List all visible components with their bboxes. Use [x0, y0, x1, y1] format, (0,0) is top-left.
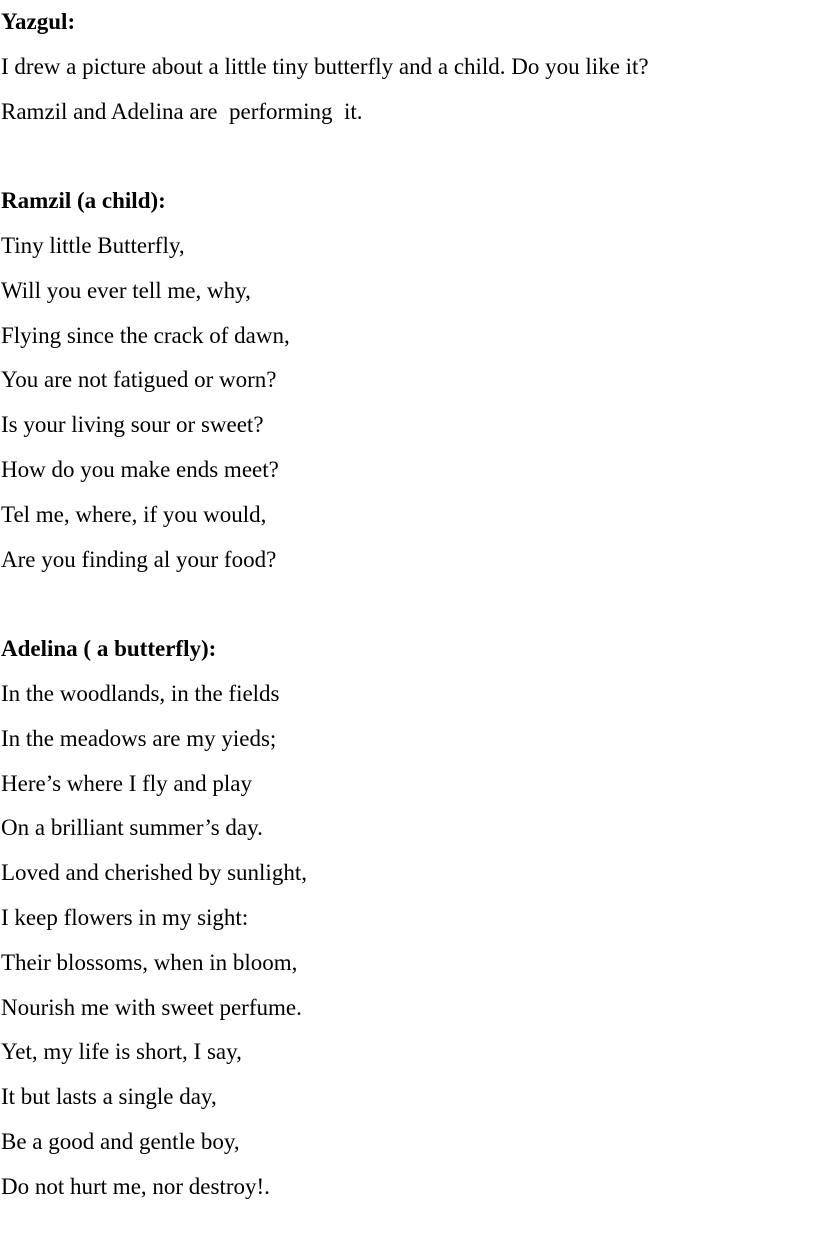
poem-line: Yet, my life is short, I say,	[1, 1039, 242, 1065]
dialogue-line: Ramzil and Adelina are performing it.	[1, 98, 363, 124]
paragraph-spacer	[1, 582, 811, 627]
poem-line: You are not fatigued or worn?	[1, 367, 277, 393]
poem-line: Their blossoms, when in bloom,	[1, 949, 298, 975]
poem-line: In the woodlands, in the fields	[1, 680, 280, 706]
poem-line: In the meadows are my yieds;	[1, 725, 277, 751]
poem-line: Be a good and gentle boy,	[1, 1128, 240, 1154]
poem-line: Loved and cherished by sunlight,	[1, 860, 307, 886]
poem-line: Tel me, where, if you would,	[1, 501, 267, 527]
document-page	[1, 0, 811, 1210]
section-ramzil	[1, 179, 811, 582]
paragraph-spacer	[1, 134, 811, 179]
poem-line: On a brilliant summer’s day.	[1, 815, 263, 841]
speaker-name: Yazgul:	[1, 9, 76, 34]
poem-line: It but lasts a single day,	[1, 1084, 217, 1110]
poem-line: Here’s where I fly and play	[1, 770, 252, 796]
poem-line: Flying since the crack of dawn,	[1, 322, 290, 348]
section-yazgul	[1, 0, 811, 134]
speaker-name: Ramzil (a child):	[1, 188, 166, 214]
dialogue-line: I drew a picture about a little tiny butterfly and a child. Do you like it?	[1, 53, 649, 79]
poem-line: Is your living sour or sweet?	[1, 412, 264, 438]
speaker-name: Adelina ( a butterfly):	[1, 636, 217, 662]
poem-line: I keep flowers in my sight:	[1, 904, 249, 930]
poem-line: Are you finding al your food?	[1, 546, 277, 572]
poem-line: Will you ever tell me, why,	[1, 277, 251, 303]
poem-line: Do not hurt me, nor destroy!.	[1, 1173, 270, 1199]
poem-line: How do you make ends meet?	[1, 456, 279, 482]
poem-line: Nourish me with sweet perfume.	[1, 994, 302, 1020]
poem-line: Tiny little Butterfly,	[1, 232, 185, 258]
section-adelina	[1, 627, 811, 1209]
